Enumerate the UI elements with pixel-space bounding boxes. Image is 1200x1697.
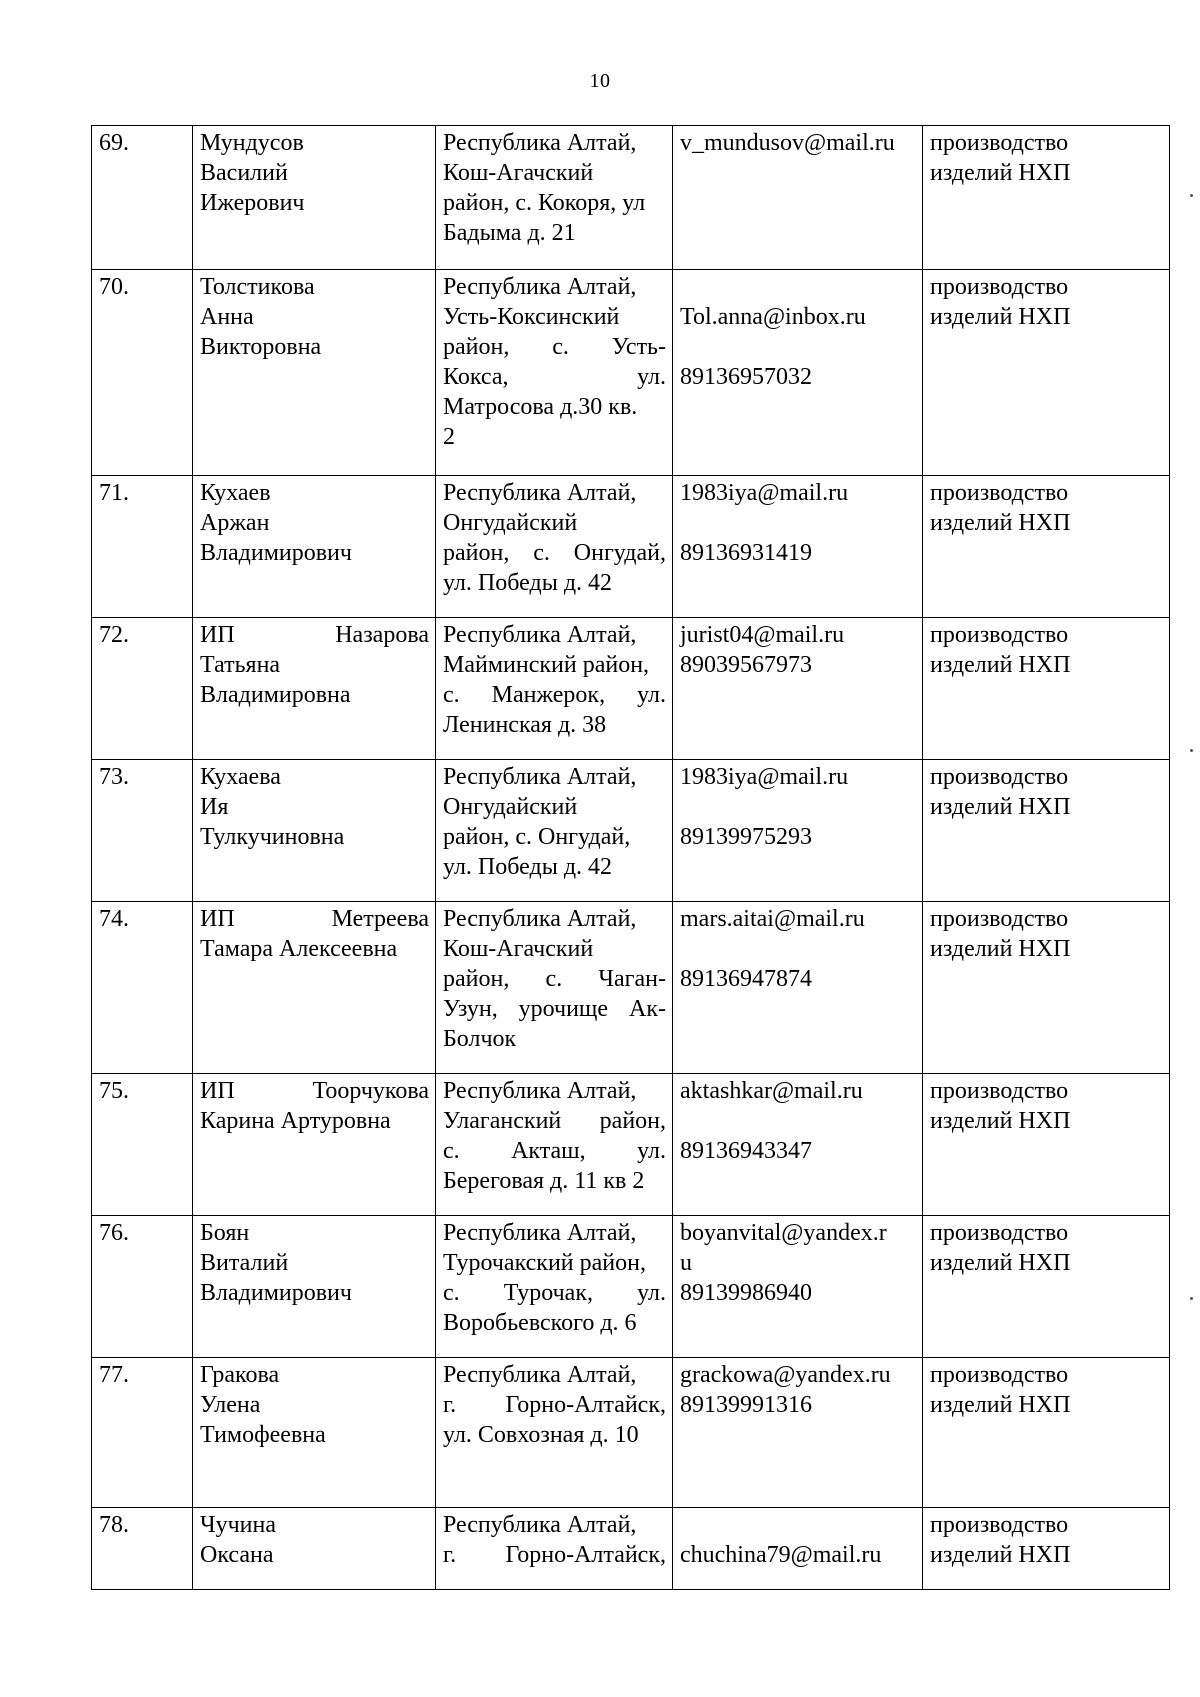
activity-cell: [923, 760, 1170, 902]
activity-cell: [923, 618, 1170, 760]
name-line: ИП Назарова: [200, 622, 429, 648]
contact-line: 89139991316: [680, 1392, 812, 1418]
contact-line: 89136943347: [680, 1138, 812, 1164]
registry-table: [91, 125, 1170, 1590]
contact-line: 1983iya@mail.ru: [680, 480, 849, 506]
addr-cell: [436, 618, 673, 760]
name-line: Боян: [200, 1220, 250, 1246]
name-line: Карина Артуровна: [200, 1108, 391, 1134]
address-line: Кокса, ул.: [443, 364, 666, 390]
page-number: 10: [589, 70, 611, 92]
address-line: Онгудайский: [443, 510, 578, 536]
name-line: Тулкучиновна: [200, 824, 345, 850]
addr-cell: [436, 1358, 673, 1508]
activity-line: производство: [930, 1512, 1069, 1538]
contact-line: mars.aitai@mail.ru: [680, 906, 865, 932]
address-line: Кош-Агачский: [443, 936, 594, 962]
name-line: Кухаев: [200, 480, 271, 506]
contact-cell: [673, 760, 923, 902]
name-line: Владимирович: [200, 540, 352, 566]
activity-line: производство: [930, 480, 1069, 506]
activity-line: изделий НХП: [930, 1542, 1071, 1568]
address-line: ул. Совхозная д. 10: [443, 1422, 639, 1448]
name-cell: [193, 476, 436, 618]
address-line: Усть-Коксинский: [443, 304, 620, 330]
contact-cell: [673, 476, 923, 618]
activity-line: производство: [930, 764, 1069, 790]
address-line: Республика Алтай,: [443, 1512, 637, 1538]
name-line: Чучина: [200, 1512, 277, 1538]
contact-cell: [673, 618, 923, 760]
addr-cell: [436, 1508, 673, 1590]
contact-cell: [673, 126, 923, 270]
scan-speck: [1190, 749, 1193, 752]
contact-line: 1983iya@mail.ru: [680, 764, 849, 790]
name-cell: [193, 126, 436, 270]
contact-line: jurist04@mail.ru: [680, 622, 845, 648]
row-number-cell: [92, 1074, 193, 1216]
row-number: 77.: [99, 1362, 129, 1388]
table-row: [92, 1074, 1170, 1216]
row-number: 70.: [99, 274, 129, 300]
activity-line: изделий НХП: [930, 652, 1071, 678]
address-line: Республика Алтай,: [443, 622, 637, 648]
activity-line: изделий НХП: [930, 510, 1071, 536]
name-line: Ия: [200, 794, 229, 820]
addr-cell: [436, 1216, 673, 1358]
table-row: [92, 1216, 1170, 1358]
activity-cell: [923, 270, 1170, 476]
contact-line: v_mundusov@mail.ru: [680, 130, 895, 156]
contact-line: 89039567973: [680, 652, 812, 678]
activity-line: изделий НХП: [930, 1250, 1071, 1276]
row-number: 71.: [99, 480, 129, 506]
name-cell: [193, 902, 436, 1074]
contact-line: 89136947874: [680, 966, 812, 992]
addr-cell: [436, 1074, 673, 1216]
activity-cell: [923, 476, 1170, 618]
address-line: Воробьевского д. 6: [443, 1310, 637, 1336]
name-line: Толстикова: [200, 274, 315, 300]
row-number-cell: [92, 1358, 193, 1508]
activity-line: изделий НХП: [930, 1108, 1071, 1134]
name-line: Виталий: [200, 1250, 289, 1276]
activity-cell: [923, 1508, 1170, 1590]
row-number: 75.: [99, 1078, 129, 1104]
contact-cell: [673, 1216, 923, 1358]
row-number: 78.: [99, 1512, 129, 1538]
activity-line: изделий НХП: [930, 936, 1071, 962]
address-line: ул. Победы д. 42: [443, 854, 613, 880]
row-number-cell: [92, 760, 193, 902]
name-line: Владимирович: [200, 1280, 352, 1306]
name-cell: [193, 270, 436, 476]
contact-line: [680, 1510, 916, 1540]
contact-line: 89136931419: [680, 540, 812, 566]
address-line: Кош-Агачский: [443, 160, 594, 186]
name-line: Анна: [200, 304, 254, 330]
address-line: Матросова д.30 кв.: [443, 394, 638, 420]
name-cell: [193, 1074, 436, 1216]
name-line: Татьяна: [200, 652, 281, 678]
address-line: район, с. Чаган-: [443, 966, 666, 992]
name-line: Владимировна: [200, 682, 351, 708]
contact-line: boyanvital@yandex.r: [680, 1220, 887, 1246]
name-cell: [193, 1358, 436, 1508]
name-line: Кухаева: [200, 764, 281, 790]
address-line: район, с. Кокоря, ул: [443, 190, 646, 216]
row-number: 73.: [99, 764, 129, 790]
address-line: Береговая д. 11 кв 2: [443, 1168, 645, 1194]
contact-cell: [673, 1508, 923, 1590]
activity-cell: [923, 1074, 1170, 1216]
activity-cell: [923, 902, 1170, 1074]
row-number: 72.: [99, 622, 129, 648]
row-number-cell: [92, 126, 193, 270]
addr-cell: [436, 126, 673, 270]
activity-line: производство: [930, 906, 1069, 932]
contact-line: grackowa@yandex.ru: [680, 1362, 891, 1388]
name-line: ИП Метреева: [200, 906, 429, 932]
activity-line: производство: [930, 1220, 1069, 1246]
contact-line: chuchina79@mail.ru: [680, 1542, 882, 1568]
name-line: Ижерович: [200, 190, 305, 216]
registry-table-body: [92, 126, 1170, 1590]
address-line: Улаганский район,: [443, 1108, 666, 1134]
activity-line: производство: [930, 1078, 1069, 1104]
address-line: Болчок: [443, 1026, 517, 1052]
contact-line: [680, 508, 916, 538]
activity-cell: [923, 1358, 1170, 1508]
address-line: Онгудайский: [443, 794, 578, 820]
addr-cell: [436, 476, 673, 618]
scan-speck: [1190, 1297, 1193, 1300]
activity-cell: [923, 1216, 1170, 1358]
activity-line: изделий НХП: [930, 1392, 1071, 1418]
address-line: Республика Алтай,: [443, 1078, 637, 1104]
row-number-cell: [92, 270, 193, 476]
name-line: Василий: [200, 160, 288, 186]
contact-line: [680, 934, 916, 964]
address-line: Ленинская д. 38: [443, 712, 607, 738]
address-line: с. Акташ, ул.: [443, 1138, 666, 1164]
contact-cell: [673, 902, 923, 1074]
activity-line: производство: [930, 1362, 1069, 1388]
address-line: район, с. Онгудай,: [443, 824, 631, 850]
activity-line: производство: [930, 130, 1069, 156]
row-number-cell: [92, 902, 193, 1074]
addr-cell: [436, 902, 673, 1074]
address-line: Республика Алтай,: [443, 1362, 637, 1388]
address-line: Бадыма д. 21: [443, 220, 576, 246]
name-cell: [193, 760, 436, 902]
scan-speck: [1190, 194, 1193, 197]
address-line: Республика Алтай,: [443, 130, 637, 156]
name-line: Улена: [200, 1392, 261, 1418]
name-line: ИП Тоорчукова: [200, 1078, 429, 1104]
table-row: [92, 476, 1170, 618]
row-number-cell: [92, 1508, 193, 1590]
contact-line: [680, 792, 916, 822]
name-line: Мундусов: [200, 130, 304, 156]
address-line: г. Горно-Алтайск,: [443, 1392, 666, 1418]
row-number-cell: [92, 1216, 193, 1358]
name-line: Оксана: [200, 1542, 274, 1568]
address-line: Майминский район,: [443, 652, 650, 678]
address-line: район, с. Онгудай,: [443, 540, 666, 566]
contact-line: 89139986940: [680, 1280, 812, 1306]
row-number: 74.: [99, 906, 129, 932]
address-line: 2: [443, 424, 455, 450]
address-line: ул. Победы д. 42: [443, 570, 613, 596]
address-line: с. Турочак, ул.: [443, 1280, 666, 1306]
row-number: 69.: [99, 130, 129, 156]
activity-line: изделий НХП: [930, 794, 1071, 820]
contact-line: [680, 332, 916, 362]
contact-line: Tol.anna@inbox.ru: [680, 304, 866, 330]
row-number-cell: [92, 618, 193, 760]
contact-cell: [673, 1074, 923, 1216]
address-line: Республика Алтай,: [443, 1220, 637, 1246]
address-line: Турочакский район,: [443, 1250, 646, 1276]
name-cell: [193, 618, 436, 760]
contact-line: u: [680, 1250, 692, 1276]
contact-line: 89139975293: [680, 824, 812, 850]
address-line: Республика Алтай,: [443, 906, 637, 932]
address-line: Республика Алтай,: [443, 274, 637, 300]
activity-line: производство: [930, 622, 1069, 648]
table-row: [92, 902, 1170, 1074]
table-row: [92, 126, 1170, 270]
address-line: г. Горно-Алтайск,: [443, 1542, 666, 1568]
activity-line: изделий НХП: [930, 160, 1071, 186]
activity-line: производство: [930, 274, 1069, 300]
name-cell: [193, 1216, 436, 1358]
address-line: район, с. Усть-: [443, 334, 666, 360]
name-line: Гракова: [200, 1362, 280, 1388]
name-line: Аржан: [200, 510, 270, 536]
name-line: Тимофеевна: [200, 1422, 326, 1448]
row-number-cell: [92, 476, 193, 618]
contact-line: [680, 272, 916, 302]
contact-line: aktashkar@mail.ru: [680, 1078, 863, 1104]
contact-line: [680, 1106, 916, 1136]
table-row: [92, 618, 1170, 760]
contact-line: 89136957032: [680, 364, 812, 390]
contact-cell: [673, 1358, 923, 1508]
table-row: [92, 270, 1170, 476]
table-row: [92, 1358, 1170, 1508]
address-line: Республика Алтай,: [443, 480, 637, 506]
address-line: Республика Алтай,: [443, 764, 637, 790]
address-line: с. Манжерок, ул.: [443, 682, 666, 708]
activity-line: изделий НХП: [930, 304, 1071, 330]
name-line: Тамара Алексеевна: [200, 936, 398, 962]
name-cell: [193, 1508, 436, 1590]
table-row: [92, 760, 1170, 902]
contact-cell: [673, 270, 923, 476]
row-number: 76.: [99, 1220, 129, 1246]
address-line: Узун, урочище Ак-: [443, 996, 666, 1022]
addr-cell: [436, 270, 673, 476]
addr-cell: [436, 760, 673, 902]
table-row: [92, 1508, 1170, 1590]
activity-cell: [923, 126, 1170, 270]
name-line: Викторовна: [200, 334, 322, 360]
